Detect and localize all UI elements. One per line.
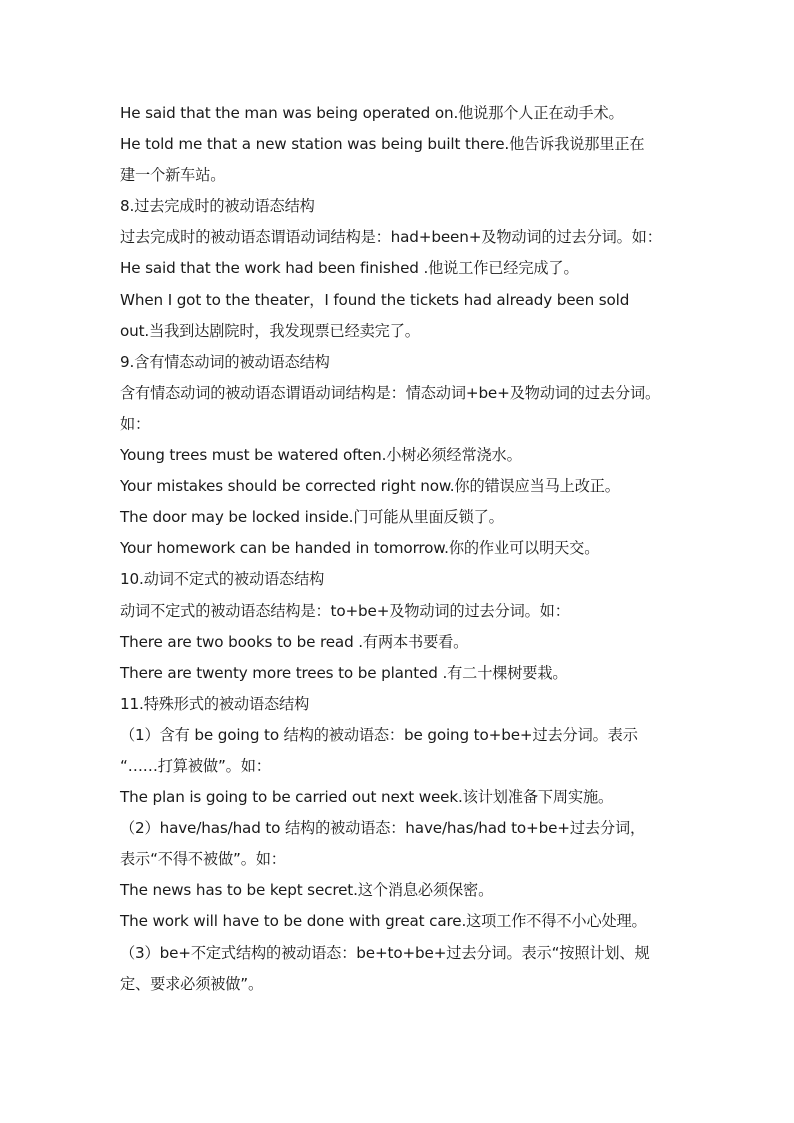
text-line: The plan is going to be carried out next week.该计划准备下周实施。 bbox=[120, 788, 614, 807]
text-line: When I got to the theater，I found the tickets had already been sold bbox=[120, 290, 630, 309]
text-line: 动词不定式的被动语态结构是：to+be+及物动词的过去分词。如： bbox=[120, 601, 570, 620]
text-line: Young trees must be watered often.小树必须经常浇水。 bbox=[120, 446, 522, 465]
text-line: 如： bbox=[120, 414, 151, 433]
text-line: 过去完成时的被动语态谓语动词结构是：had+been+及物动词的过去分词。如： bbox=[120, 228, 662, 247]
text-line: （1）含有 be going to 结构的被动语态：be going to+be+过去分词。表示 bbox=[120, 725, 638, 744]
text-line: Your mistakes should be corrected right now.你的错误应当马上改正。 bbox=[120, 477, 620, 496]
text-line: The news has to be kept secret.这个消息必须保密。 bbox=[120, 881, 494, 900]
text-line: （3）be+不定式结构的被动语态：be+to+be+过去分词。表示“按照计划、规 bbox=[120, 943, 650, 962]
text-line: He said that the work had been finished .他说工作已经完成了。 bbox=[120, 259, 579, 278]
text-line: 含有情态动词的被动语态谓语动词结构是：情态动词+be+及物动词的过去分词。 bbox=[120, 383, 661, 402]
text-line: There are two books to be read .有两本书要看。 bbox=[120, 632, 469, 651]
text-line: The work will have to be done with great care.这项工作不得不小心处理。 bbox=[120, 912, 647, 931]
text-line: He said that the man was being operated on.他说那个人正在动手术。 bbox=[120, 104, 624, 122]
text-line: out.当我到达剧院时，我发现票已经卖完了。 bbox=[120, 321, 420, 340]
section-heading: 10.动词不定式的被动语态结构 bbox=[120, 570, 325, 589]
text-line: 表示“不得不被做”。如： bbox=[120, 850, 286, 869]
section-heading: 8.过去完成时的被动语态结构 bbox=[120, 197, 315, 216]
text-line: 定、要求必须被做”。 bbox=[120, 974, 264, 993]
text-line: “……打算被做”。如： bbox=[120, 756, 271, 775]
text-line: The door may be locked inside.门可能从里面反锁了。 bbox=[120, 508, 504, 527]
section-heading: 11.特殊形式的被动语态结构 bbox=[120, 694, 310, 713]
document-body bbox=[120, 98, 682, 1000]
text-line: He told me that a new station was being built there.他告诉我说那里正在 bbox=[120, 135, 645, 154]
text-line: There are twenty more trees to be planted .有二十棵树要栽。 bbox=[120, 663, 568, 682]
text-line: Your homework can be handed in tomorrow.你的作业可以明天交。 bbox=[120, 539, 600, 558]
section-heading: 9.含有情态动词的被动语态结构 bbox=[120, 352, 330, 371]
text-line: （2）have/has/had to 结构的被动语态：have/has/had to+be+过去分词， bbox=[120, 819, 646, 838]
text-line: 建一个新车站。 bbox=[120, 166, 226, 185]
